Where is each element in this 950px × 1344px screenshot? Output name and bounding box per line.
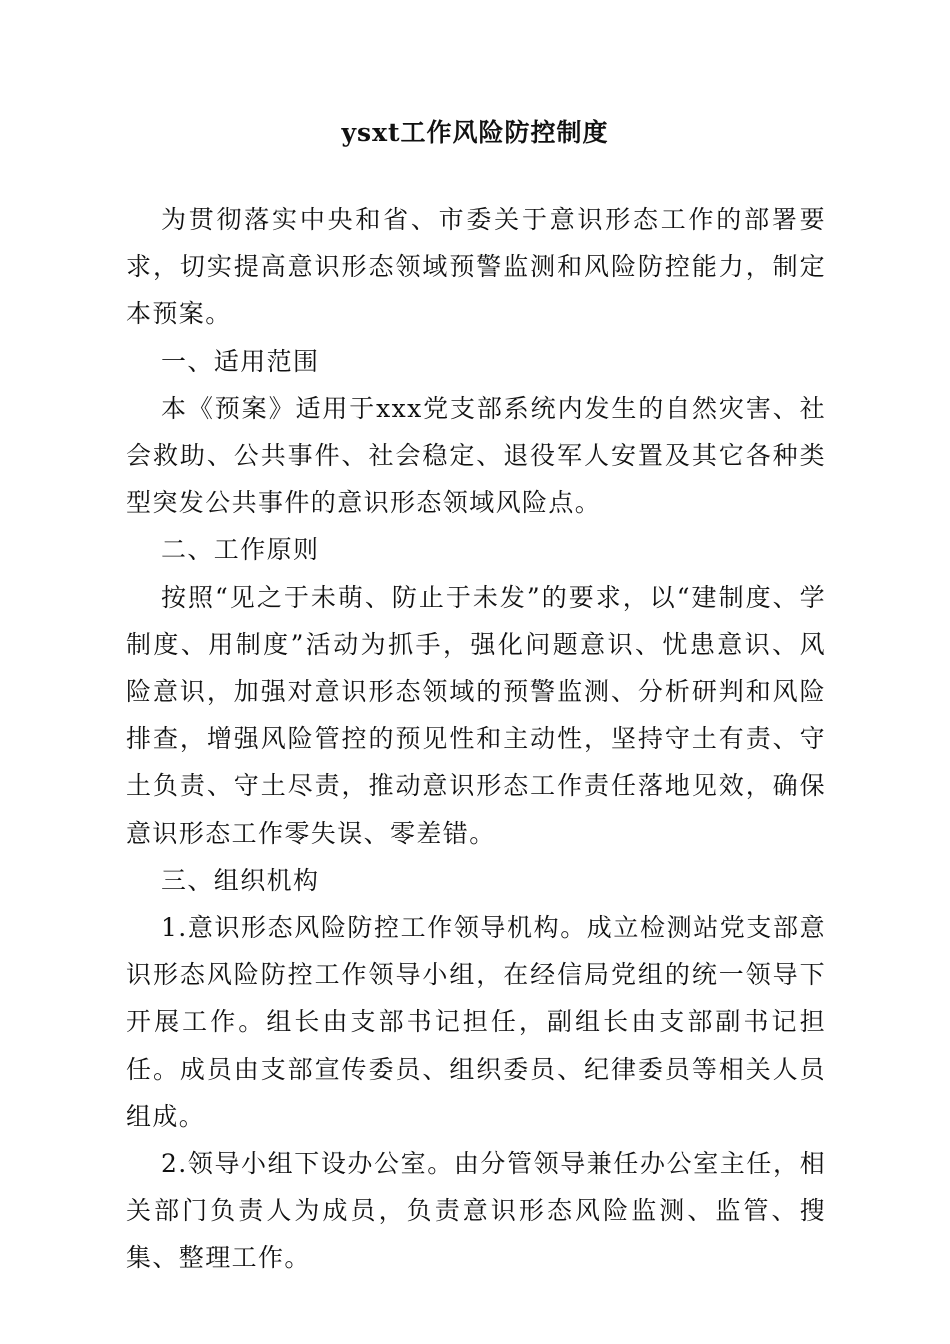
scope-paragraph: 本《预案》适用于xxx党支部系统内发生的自然灾害、社会救助、公共事件、社会稳定、退役军人安置及其它各种类型突发公共事件的意识形态领域风险点。	[126, 393, 826, 518]
organization-paragraph-2: 2.领导小组下设办公室。由分管领导兼任办公室主任，相关部门负责人为成员，负责意识形态风险监测、监管、搜集、整理工作。	[126, 1149, 826, 1273]
section-heading-organization: 三、组织机构	[161, 865, 320, 895]
principles-paragraph: 按照“见之于未萌、防止于未发”的要求，以“建制度、学制度、用制度”活动为抓手，强化问题意识、忧患意识、风险意识，加强对意识形态领域的预警监测、分析研判和风险排查，增强风险管控的预见性和主动性，坚持守土有责、守土负责、守土尽责，推动意识形态工作责任落地见效，确保意识形态工作零失误、零差错。	[126, 582, 826, 848]
section-heading-scope: 一、适用范围	[161, 346, 320, 376]
document-body	[126, 196, 826, 1282]
document-title: ysxt工作风险防控制度	[341, 118, 609, 147]
intro-paragraph: 为贯彻落实中央和省、市委关于意识形态工作的部署要求，切实提高意识形态领域预警监测和风险防控能力，制定本预案。	[126, 205, 826, 329]
organization-paragraph-1: 1.意识形态风险防控工作领导机构。成立检测站党支部意识形态风险防控工作领导小组，在经信局党组的统一领导下开展工作。组长由支部书记担任，副组长由支部副书记担任。成员由支部宣传委员、组织委员、纪律委员等相关人员组成。	[126, 913, 826, 1131]
section-heading-principles: 二、工作原则	[161, 535, 320, 565]
